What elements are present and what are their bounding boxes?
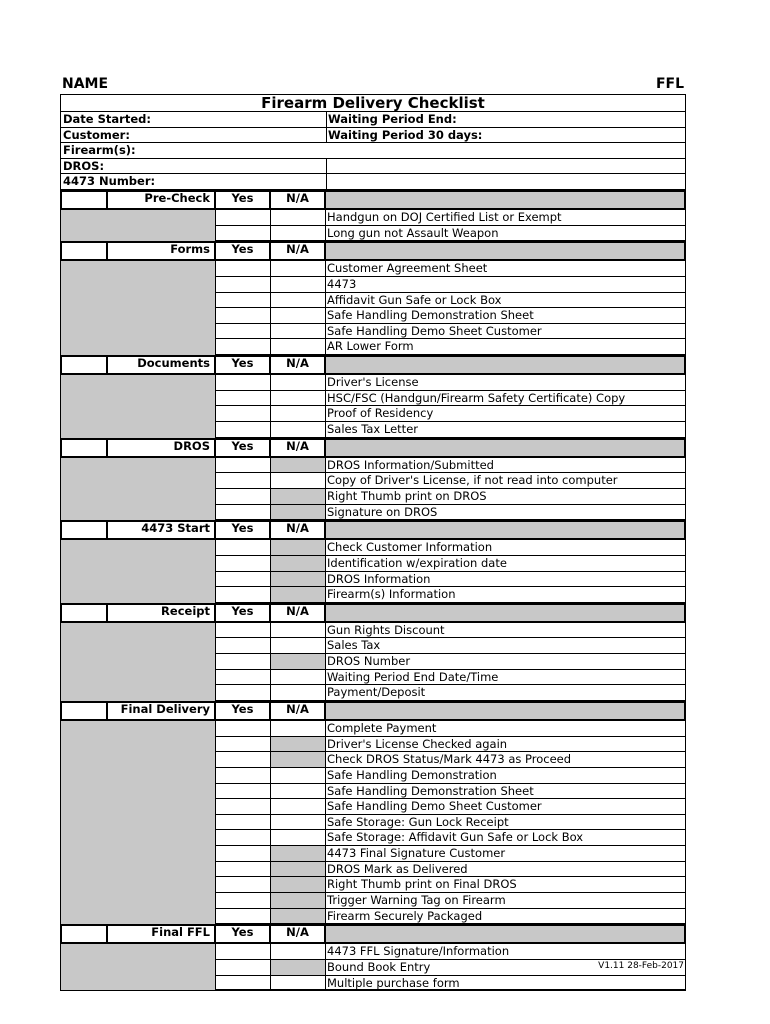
yes-checkbox[interactable] — [216, 752, 271, 768]
section-title: Receipt — [108, 605, 216, 621]
item-gutter — [61, 375, 216, 391]
na-checkbox[interactable] — [271, 473, 326, 489]
item-gutter — [61, 458, 216, 474]
title-row — [60, 94, 686, 112]
section-header — [60, 924, 686, 944]
yes-checkbox[interactable] — [216, 391, 271, 407]
section-title: Final FFL — [108, 926, 216, 942]
item-label: 4473 FFL Signature/Information — [326, 944, 685, 960]
item-gutter — [61, 721, 216, 737]
section-header-fill — [326, 926, 684, 942]
checklist-item — [60, 893, 686, 909]
na-checkbox[interactable] — [271, 210, 326, 226]
section-header-fill — [326, 605, 684, 621]
yes-checkbox[interactable] — [216, 815, 271, 831]
checklist-item — [60, 406, 686, 422]
item-gutter — [61, 638, 216, 654]
item-gutter — [61, 815, 216, 831]
item-label: AR Lower Form — [326, 339, 685, 355]
info-row — [60, 174, 686, 190]
item-gutter — [61, 556, 216, 572]
na-checkbox[interactable] — [271, 784, 326, 800]
na-checkbox — [271, 877, 326, 893]
na-checkbox — [271, 572, 326, 588]
yes-checkbox[interactable] — [216, 210, 271, 226]
na-checkbox[interactable] — [271, 422, 326, 438]
checklist-item — [60, 324, 686, 340]
checklist-item — [60, 422, 686, 438]
info-row — [60, 112, 686, 128]
item-label: Proof of Residency — [326, 406, 685, 422]
section-spacer — [62, 440, 108, 456]
item-label: Firearm Securely Packaged — [326, 909, 685, 925]
item-label: Copy of Driver's License, if not read into computer — [326, 473, 685, 489]
firearms-field[interactable]: Firearm(s): — [63, 143, 136, 158]
item-label: Check DROS Status/Mark 4473 as Proceed — [326, 752, 685, 768]
section-title: Documents — [108, 357, 216, 373]
item-label: DROS Information — [326, 572, 685, 588]
section-header — [60, 438, 686, 458]
checklist-item — [60, 375, 686, 391]
item-label: Check Customer Information — [326, 540, 685, 556]
item-gutter — [61, 976, 216, 991]
checklist-item — [60, 210, 686, 226]
yes-checkbox[interactable] — [216, 638, 271, 654]
yes-column-header: Yes — [216, 703, 271, 719]
checklist-item — [60, 623, 686, 639]
item-gutter — [61, 799, 216, 815]
checklist-item — [60, 737, 686, 753]
na-checkbox[interactable] — [271, 685, 326, 701]
na-checkbox — [271, 587, 326, 603]
item-label: DROS Mark as Delivered — [326, 862, 685, 878]
section-header-fill — [326, 192, 684, 208]
na-checkbox[interactable] — [271, 768, 326, 784]
na-checkbox[interactable] — [271, 670, 326, 686]
yes-checkbox[interactable] — [216, 339, 271, 355]
yes-checkbox[interactable] — [216, 862, 271, 878]
checklist-item — [60, 909, 686, 925]
yes-column-header: Yes — [216, 926, 271, 942]
item-gutter — [61, 944, 216, 960]
section-title: Pre-Check — [108, 192, 216, 208]
na-column-header: N/A — [271, 357, 326, 373]
item-label: DROS Information/Submitted — [326, 458, 685, 474]
section-header-fill — [326, 522, 684, 538]
section-spacer — [62, 243, 108, 259]
item-gutter — [61, 277, 216, 293]
item-label: Safe Storage: Affidavit Gun Safe or Lock Box — [326, 830, 685, 846]
checklist-item — [60, 489, 686, 505]
yes-checkbox[interactable] — [216, 261, 271, 277]
number-4473-field[interactable]: 4473 Number: — [61, 174, 327, 189]
item-label: DROS Number — [326, 654, 685, 670]
yes-checkbox[interactable] — [216, 830, 271, 846]
item-gutter — [61, 846, 216, 862]
item-label: Signature on DROS — [326, 505, 685, 521]
checklist-item — [60, 293, 686, 309]
yes-checkbox[interactable] — [216, 540, 271, 556]
checklist-item — [60, 784, 686, 800]
name-label: NAME — [62, 76, 109, 92]
yes-checkbox[interactable] — [216, 976, 271, 991]
customer-field[interactable]: Customer: — [61, 128, 327, 143]
yes-checkbox[interactable] — [216, 784, 271, 800]
checklist-item — [60, 638, 686, 654]
item-gutter — [61, 226, 216, 242]
yes-checkbox[interactable] — [216, 572, 271, 588]
yes-checkbox[interactable] — [216, 505, 271, 521]
item-label: Handgun on DOJ Certified List or Exempt — [326, 210, 685, 226]
ffl-label: FFL — [655, 76, 684, 92]
item-gutter — [61, 685, 216, 701]
section-header-fill — [326, 440, 684, 456]
section-header — [60, 701, 686, 721]
item-label: Safe Handling Demo Sheet Customer — [326, 324, 685, 340]
checklist-item — [60, 670, 686, 686]
na-checkbox — [271, 505, 326, 521]
na-checkbox[interactable] — [271, 944, 326, 960]
item-gutter — [61, 654, 216, 670]
na-checkbox[interactable] — [271, 293, 326, 309]
checklist-item — [60, 960, 686, 976]
item-gutter — [61, 505, 216, 521]
checklist-item — [60, 339, 686, 355]
yes-column-header: Yes — [216, 192, 271, 208]
item-gutter — [61, 737, 216, 753]
checklist-item — [60, 752, 686, 768]
yes-column-header: Yes — [216, 605, 271, 621]
checklist-item — [60, 277, 686, 293]
yes-checkbox[interactable] — [216, 654, 271, 670]
item-gutter — [61, 784, 216, 800]
item-gutter — [61, 324, 216, 340]
yes-checkbox[interactable] — [216, 556, 271, 572]
item-gutter — [61, 909, 216, 925]
item-gutter — [61, 877, 216, 893]
section-spacer — [62, 357, 108, 373]
item-label: Identification w/expiration date — [326, 556, 685, 572]
checklist-item — [60, 556, 686, 572]
item-gutter — [61, 540, 216, 556]
item-gutter — [61, 293, 216, 309]
yes-column-header: Yes — [216, 243, 271, 259]
na-checkbox[interactable] — [271, 226, 326, 242]
yes-checkbox[interactable] — [216, 685, 271, 701]
item-label: Multiple purchase form — [326, 976, 685, 991]
yes-checkbox[interactable] — [216, 226, 271, 242]
checklist-item — [60, 768, 686, 784]
checklist-item — [60, 862, 686, 878]
waiting-end-field[interactable]: Waiting Period End: — [328, 112, 457, 126]
item-gutter — [61, 261, 216, 277]
section-header — [60, 355, 686, 375]
item-gutter — [61, 210, 216, 226]
checklist-item — [60, 458, 686, 474]
yes-checkbox[interactable] — [216, 308, 271, 324]
na-column-header: N/A — [271, 926, 326, 942]
section-header — [60, 241, 686, 261]
section-spacer — [62, 926, 108, 942]
checklist-item — [60, 308, 686, 324]
na-checkbox[interactable] — [271, 799, 326, 815]
item-label: Safe Handling Demonstration Sheet — [326, 784, 685, 800]
na-checkbox[interactable] — [271, 406, 326, 422]
yes-checkbox[interactable] — [216, 277, 271, 293]
yes-checkbox[interactable] — [216, 799, 271, 815]
na-column-header: N/A — [271, 703, 326, 719]
na-checkbox[interactable] — [271, 339, 326, 355]
yes-checkbox[interactable] — [216, 293, 271, 309]
yes-checkbox[interactable] — [216, 960, 271, 976]
yes-column-header: Yes — [216, 522, 271, 538]
section-spacer — [62, 605, 108, 621]
item-gutter — [61, 339, 216, 355]
yes-checkbox[interactable] — [216, 458, 271, 474]
item-label: Safe Handling Demonstration — [326, 768, 685, 784]
yes-checkbox[interactable] — [216, 909, 271, 925]
item-label: Payment/Deposit — [326, 685, 685, 701]
checklist-item — [60, 721, 686, 737]
checklist-item — [60, 587, 686, 603]
checklist-item — [60, 261, 686, 277]
na-column-header: N/A — [271, 522, 326, 538]
info-row — [60, 143, 686, 159]
item-label: Safe Handling Demo Sheet Customer — [326, 799, 685, 815]
item-label: Right Thumb print on Final DROS — [326, 877, 685, 893]
info-row — [60, 128, 686, 144]
na-checkbox[interactable] — [271, 638, 326, 654]
item-gutter — [61, 406, 216, 422]
item-gutter — [61, 473, 216, 489]
checklist-item — [60, 815, 686, 831]
item-label: Complete Payment — [326, 721, 685, 737]
na-checkbox[interactable] — [271, 976, 326, 991]
na-checkbox[interactable] — [271, 391, 326, 407]
item-gutter — [61, 862, 216, 878]
na-checkbox[interactable] — [271, 261, 326, 277]
yes-checkbox[interactable] — [216, 944, 271, 960]
section-spacer — [62, 703, 108, 719]
na-checkbox — [271, 654, 326, 670]
yes-checkbox[interactable] — [216, 877, 271, 893]
na-checkbox — [271, 960, 326, 976]
checklist-item — [60, 846, 686, 862]
item-gutter — [61, 587, 216, 603]
section-header-fill — [326, 243, 684, 259]
na-checkbox[interactable] — [271, 815, 326, 831]
yes-checkbox[interactable] — [216, 623, 271, 639]
checklist-item — [60, 685, 686, 701]
na-checkbox[interactable] — [271, 324, 326, 340]
yes-checkbox[interactable] — [216, 473, 271, 489]
item-gutter — [61, 670, 216, 686]
na-column-header: N/A — [271, 605, 326, 621]
checklist-item — [60, 830, 686, 846]
checklist-item — [60, 572, 686, 588]
item-gutter — [61, 308, 216, 324]
item-label: Right Thumb print on DROS — [326, 489, 685, 505]
na-checkbox[interactable] — [271, 375, 326, 391]
item-label: Bound Book Entry — [326, 960, 685, 976]
yes-checkbox[interactable] — [216, 846, 271, 862]
item-label: 4473 Final Signature Customer — [326, 846, 685, 862]
na-checkbox[interactable] — [271, 308, 326, 324]
version-label: V1.11 28-Feb-2017 — [598, 961, 684, 971]
yes-checkbox[interactable] — [216, 721, 271, 737]
na-checkbox — [271, 893, 326, 909]
section-header-fill — [326, 703, 684, 719]
yes-checkbox[interactable] — [216, 375, 271, 391]
yes-checkbox[interactable] — [216, 768, 271, 784]
yes-checkbox[interactable] — [216, 670, 271, 686]
na-checkbox — [271, 556, 326, 572]
na-checkbox — [271, 846, 326, 862]
checklist-item — [60, 877, 686, 893]
item-gutter — [61, 572, 216, 588]
checklist-item — [60, 391, 686, 407]
item-gutter — [61, 960, 216, 976]
na-checkbox — [271, 737, 326, 753]
section-header — [60, 190, 686, 210]
checklist-item — [60, 944, 686, 960]
item-label: Trigger Warning Tag on Firearm — [326, 893, 685, 909]
na-column-header: N/A — [271, 243, 326, 259]
na-column-header: N/A — [271, 192, 326, 208]
item-label: Sales Tax Letter — [326, 422, 685, 438]
item-label: Waiting Period End Date/Time — [326, 670, 685, 686]
yes-checkbox[interactable] — [216, 587, 271, 603]
checklist-item — [60, 540, 686, 556]
na-checkbox — [271, 862, 326, 878]
na-checkbox[interactable] — [271, 830, 326, 846]
info-row — [60, 159, 686, 175]
item-label: Long gun not Assault Weapon — [326, 226, 685, 242]
section-title: Final Delivery — [108, 703, 216, 719]
section-spacer — [62, 192, 108, 208]
item-label: Gun Rights Discount — [326, 623, 685, 639]
item-label: Affidavit Gun Safe or Lock Box — [326, 293, 685, 309]
na-checkbox — [271, 540, 326, 556]
checklist-item — [60, 505, 686, 521]
checklist-table — [60, 94, 686, 991]
waiting-30-field[interactable]: Waiting Period 30 days: — [328, 127, 483, 142]
yes-checkbox[interactable] — [216, 406, 271, 422]
na-checkbox[interactable] — [271, 277, 326, 293]
item-gutter — [61, 752, 216, 768]
item-label: 4473 — [326, 277, 685, 293]
checklist-item — [60, 654, 686, 670]
item-gutter — [61, 768, 216, 784]
checklist-item — [60, 473, 686, 489]
item-label: Firearm(s) Information — [326, 587, 685, 603]
section-spacer — [62, 522, 108, 538]
item-label: Safe Storage: Gun Lock Receipt — [326, 815, 685, 831]
checklist-item — [60, 976, 686, 992]
item-label: Safe Handling Demonstration Sheet — [326, 308, 685, 324]
item-label: Customer Agreement Sheet — [326, 261, 685, 277]
section-title: Forms — [108, 243, 216, 259]
yes-checkbox[interactable] — [216, 893, 271, 909]
na-checkbox — [271, 752, 326, 768]
dros-field[interactable]: DROS: — [61, 159, 327, 174]
item-label: Sales Tax — [326, 638, 685, 654]
item-label: Driver's License — [326, 375, 685, 391]
item-gutter — [61, 623, 216, 639]
section-title: 4473 Start — [108, 522, 216, 538]
yes-checkbox[interactable] — [216, 422, 271, 438]
item-gutter — [61, 893, 216, 909]
checklist-item — [60, 799, 686, 815]
checklist-item — [60, 226, 686, 242]
item-gutter — [61, 422, 216, 438]
section-header-fill — [326, 357, 684, 373]
yes-column-header: Yes — [216, 357, 271, 373]
item-label: Driver's License Checked again — [326, 737, 685, 753]
yes-checkbox[interactable] — [216, 324, 271, 340]
section-header — [60, 520, 686, 540]
item-label: HSC/FSC (Handgun/Firearm Safety Certificate) Copy — [326, 391, 685, 407]
item-gutter — [61, 830, 216, 846]
section-header — [60, 603, 686, 623]
yes-checkbox[interactable] — [216, 489, 271, 505]
yes-column-header: Yes — [216, 440, 271, 456]
na-checkbox — [271, 489, 326, 505]
na-checkbox[interactable] — [271, 721, 326, 737]
date-started-field[interactable]: Date Started: — [61, 112, 327, 127]
yes-checkbox[interactable] — [216, 737, 271, 753]
page-title: Firearm Delivery Checklist — [261, 94, 485, 112]
na-column-header: N/A — [271, 440, 326, 456]
section-title: DROS — [108, 440, 216, 456]
sections-container — [60, 190, 686, 991]
na-checkbox — [271, 458, 326, 474]
item-gutter — [61, 391, 216, 407]
na-checkbox — [271, 909, 326, 925]
item-gutter — [61, 489, 216, 505]
na-checkbox[interactable] — [271, 623, 326, 639]
